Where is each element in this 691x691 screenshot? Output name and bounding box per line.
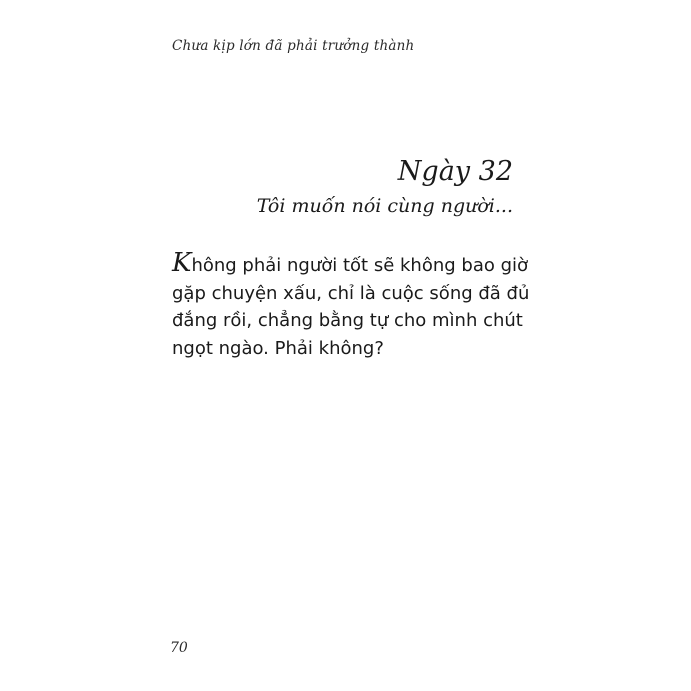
drop-cap: K	[172, 248, 192, 278]
chapter-title: Ngày 32	[397, 156, 513, 187]
body-line: đắng rồi, chẳng bằng tự cho mình chút	[172, 310, 523, 331]
chapter-subtitle: Tôi muốn nói cùng người...	[256, 195, 513, 217]
body-line-text: hông phải người tốt sẽ không bao giờ	[191, 255, 529, 276]
body-line: gặp chuyện xấu, chỉ là cuộc sống đã đủ	[172, 282, 530, 304]
running-header: Chưa kịp lớn đã phải trưởng thành	[172, 38, 415, 54]
body-line: ngọt ngào. Phải không?	[172, 337, 384, 359]
body-line	[172, 248, 529, 280]
body-paragraph	[172, 248, 530, 362]
page-number: 70	[170, 640, 188, 656]
